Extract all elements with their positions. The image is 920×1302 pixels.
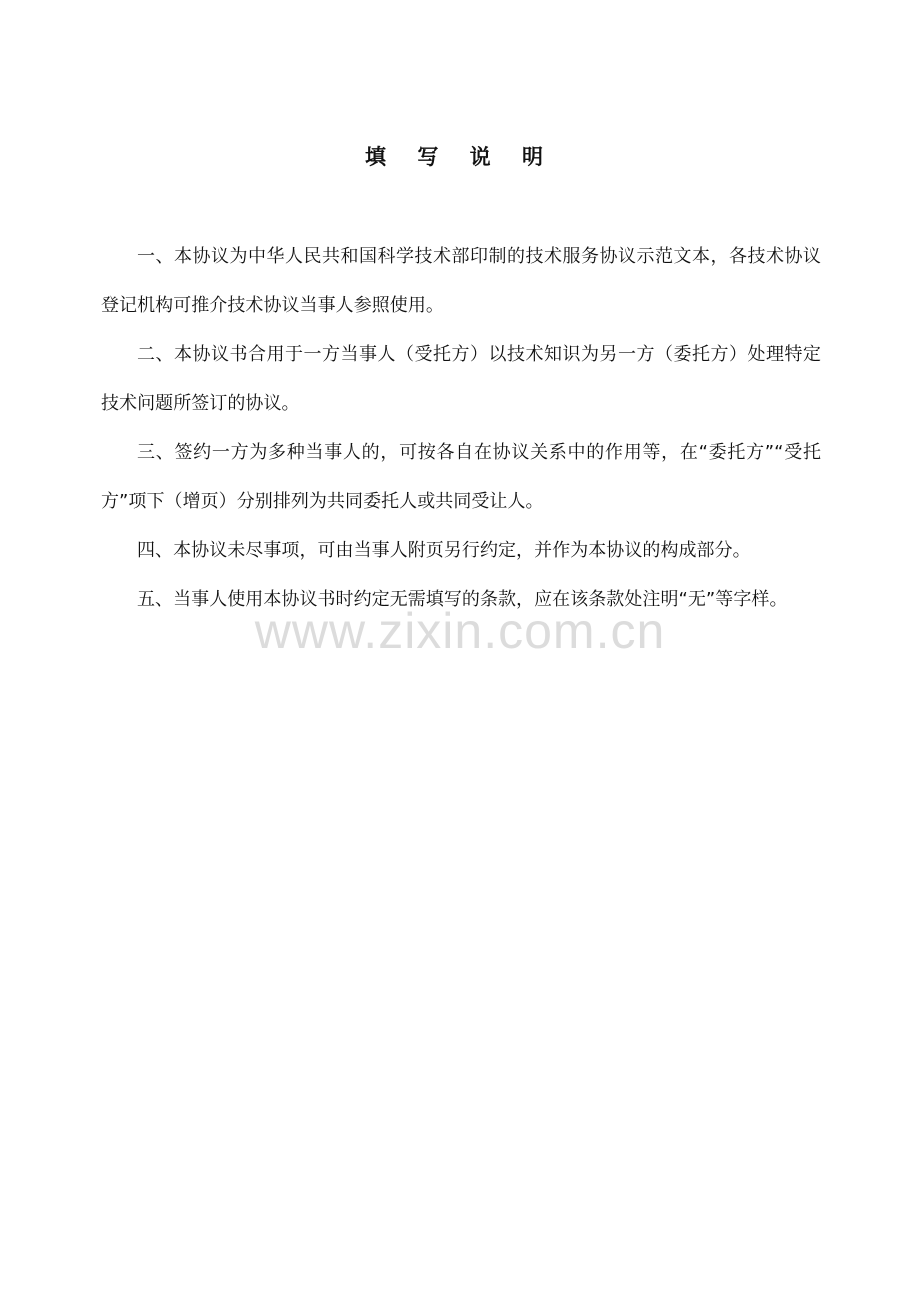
instruction-paragraph-3: 三、签约一方为多种当事人的，可按各自在协议关系中的作用等，在“委托方”“受托方”项下（增页）分别排列为共同委托人或共同受让人。 [101, 442, 821, 512]
watermark: www.zixin.com.cn [254, 603, 666, 659]
page-title: 填 写 说 明 [365, 145, 555, 169]
instruction-paragraph-5: 五、当事人使用本协议书时约定无需填写的条款，应在该条款处注明“无”等字样。 [137, 589, 788, 610]
instruction-paragraph-2: 二、本协议书合用于一方当事人（受托方）以技术知识为另一方（委托方）处理特定技术问题所签订的协议。 [101, 344, 821, 414]
instructions-body [101, 232, 821, 624]
instruction-paragraph-4: 四、本协议未尽事项，可由当事人附页另行约定，并作为本协议的构成部分。 [137, 540, 751, 561]
instruction-paragraph-1: 一、本协议为中华人民共和国科学技术部印制的技术服务协议示范文本，各技术协议登记机构可推介技术协议当事人参照使用。 [101, 246, 821, 316]
